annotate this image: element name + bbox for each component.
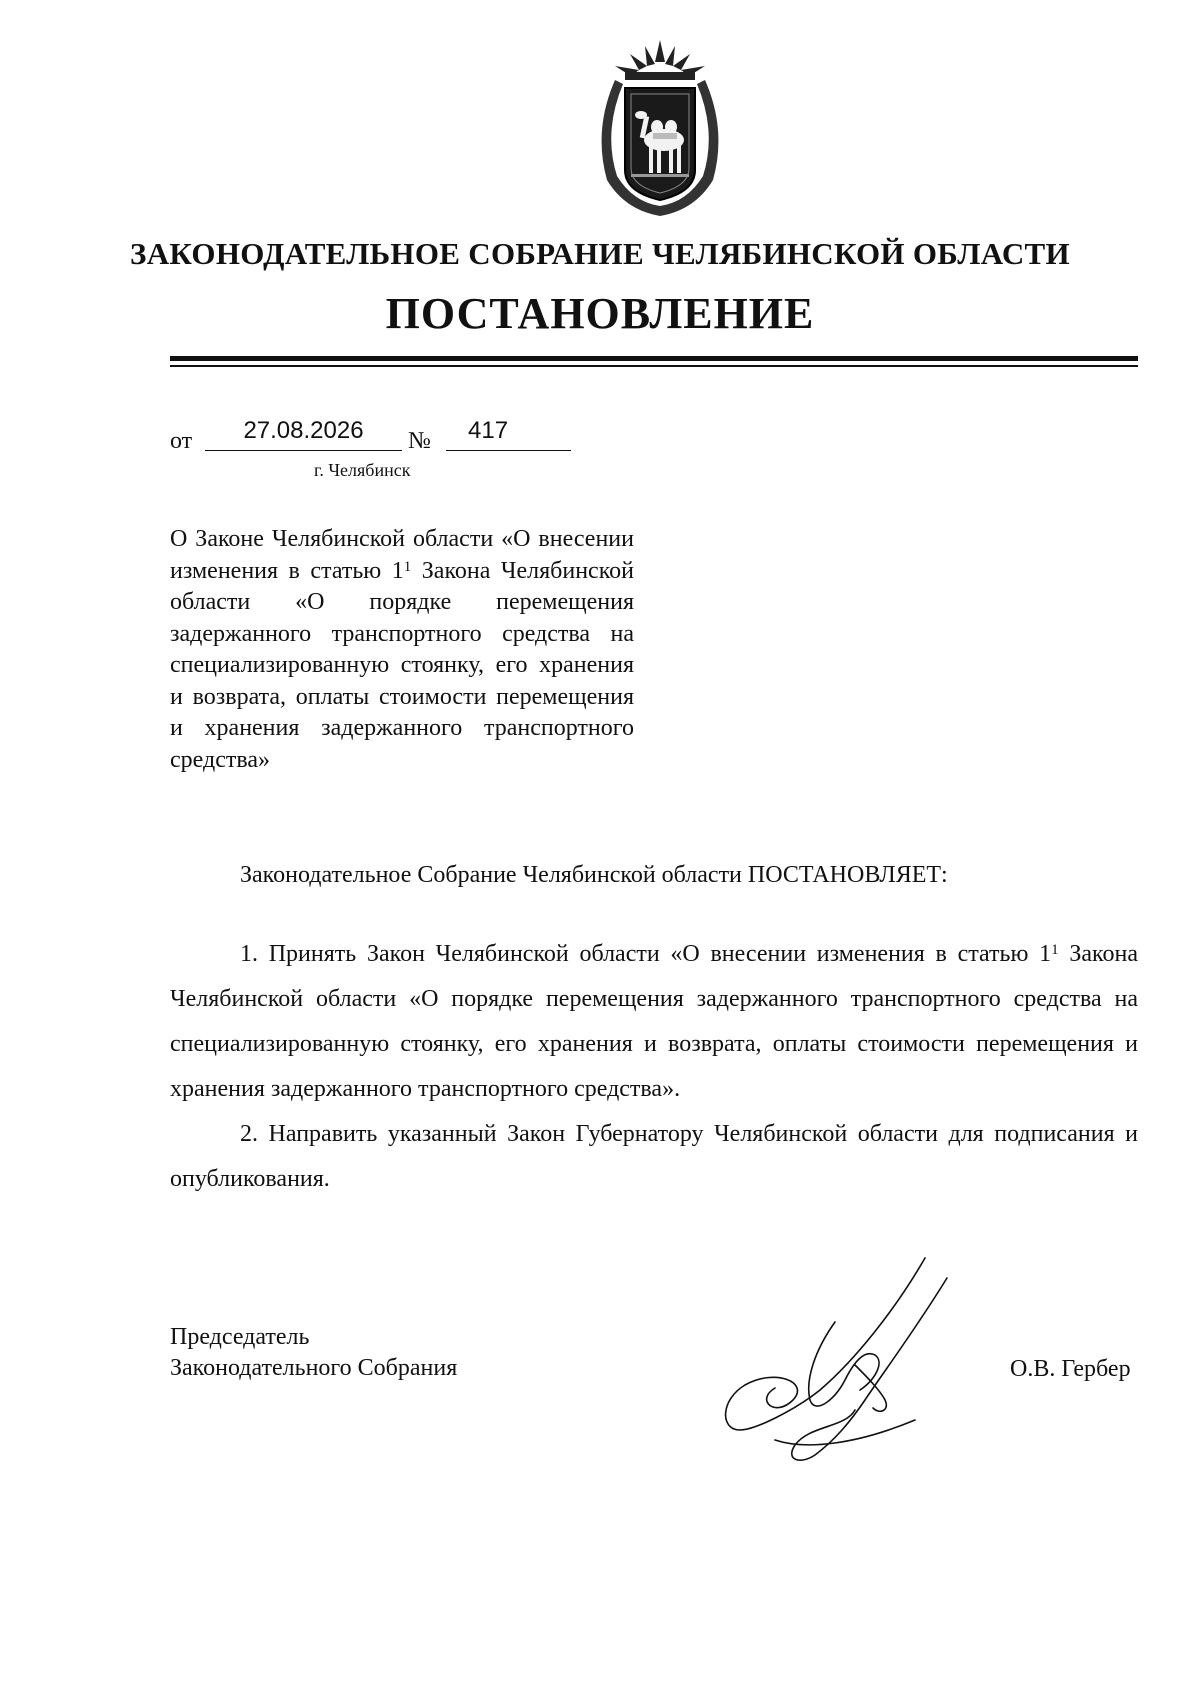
paragraph-1-part2: Закона Челябинской области «О порядке перемещения задержанного транспортного средства на специализированную стоянку, его хранения и возврата, оплаты стоимости перемещения и хранения задержанного транспортного средства».: [170, 941, 1138, 1102]
document-type-title: ПОСТАНОВЛЕНИЕ: [385, 289, 815, 338]
subject-superscript: 1: [403, 558, 412, 575]
number-value: 417: [468, 417, 509, 444]
number-field: [446, 417, 571, 451]
signatory-title: [170, 1322, 457, 1384]
subject-text-part2: Закона Челябинской области «О порядке перемещения задержанного транспортного средства на специализированную стоянку, его хранения и возврата, оплаты стоимости перемещения и хранения задержанного транспортного средства»: [170, 557, 634, 773]
city-label: г. Челябинск: [314, 460, 411, 480]
paragraph-1-superscript: 1: [1051, 942, 1059, 958]
date-label: от: [170, 428, 193, 454]
date-value: 27.08.2026: [243, 417, 364, 444]
paragraph-1: [170, 932, 1138, 1112]
signatory-title-line1: Председатель: [170, 1324, 310, 1350]
date-field: [205, 417, 402, 451]
handwritten-signature-icon: [715, 1250, 975, 1480]
coat-of-arms-icon: [585, 40, 735, 218]
paragraph-2: 2. Направить указанный Закон Губернатору Челябинской области для подписания и опубликования.: [170, 1121, 1138, 1192]
subject-text-part1: О Законе Челябинской области «О внесении изменения в статью 1: [170, 526, 634, 584]
header-rule-thin: [170, 365, 1138, 367]
signatory-name: О.В. Гербер: [1010, 1356, 1131, 1382]
decree-intro: Законодательное Собрание Челябинской области ПОСТАНОВЛЯЕТ:: [240, 862, 948, 888]
organization-title: ЗАКОНОДАТЕЛЬНОЕ СОБРАНИЕ ЧЕЛЯБИНСКОЙ ОБЛАСТИ: [130, 236, 1070, 271]
document-subject: [170, 524, 634, 776]
header-rule-thick: [170, 356, 1138, 361]
paragraph-1-part1: 1. Принять Закон Челябинской области «О внесении изменения в статью 1: [240, 941, 1052, 967]
number-label: №: [408, 428, 431, 454]
signatory-title-line2: Законодательного Собрания: [170, 1355, 458, 1381]
